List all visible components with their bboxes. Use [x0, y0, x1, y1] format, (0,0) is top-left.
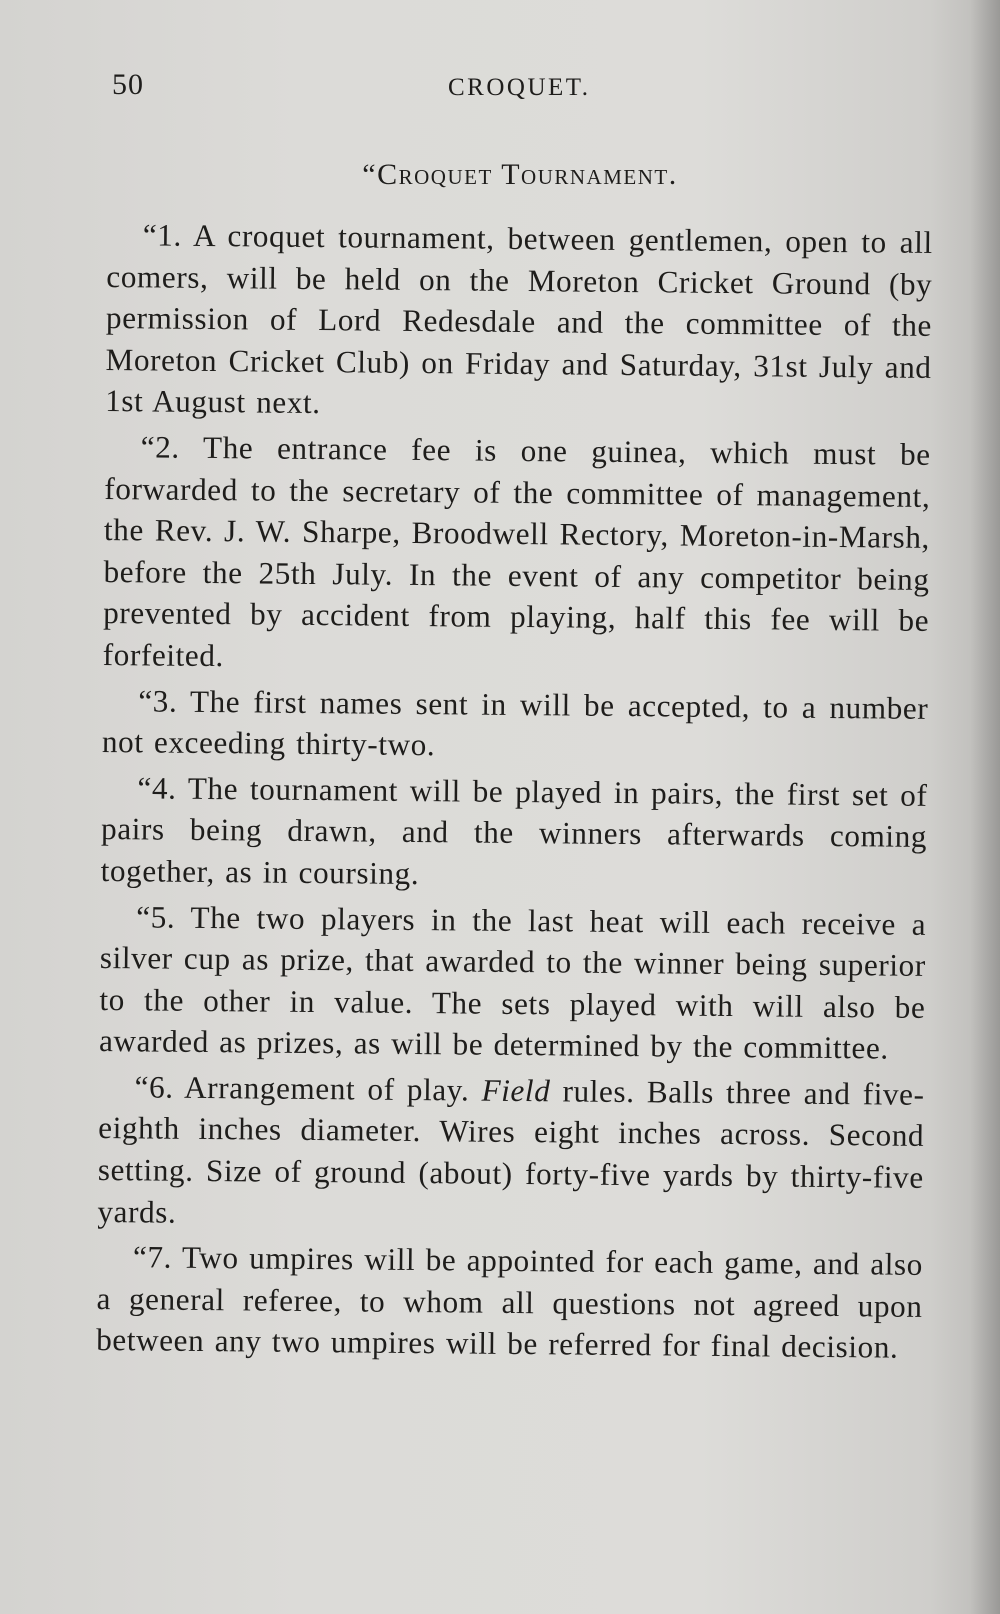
- rule-paragraph-7: “7. Two umpires will be appointed for each game, and also a general referee, to whom all questions not agreed upon between any two umpires will be referred for final decision.: [96, 1239, 924, 1366]
- running-title: CROQUET.: [448, 74, 591, 101]
- page-number: 50: [112, 68, 144, 101]
- running-head: [112, 68, 912, 108]
- rule-6-italic-word: Field: [481, 1072, 551, 1109]
- rule-6-text-start: “6. Arrangement of play.: [134, 1069, 482, 1108]
- rule-paragraph-4: “4. The tournament will be played in pairs, the first set of pairs being drawn, and the winners afterwards coming together, as in coursing.: [100, 770, 928, 891]
- body-text: [96, 214, 933, 1369]
- rule-paragraph-6: [97, 1066, 925, 1240]
- rule-paragraph-5: “5. The two players in the last heat will each receive a silver cup as prize, that awarded to the winner being superior to the other in value. The sets played with will also be awarded as prizes, as will be determined by the committee.: [98, 898, 927, 1066]
- page-edge-shadow: [970, 0, 1000, 1614]
- section-heading: “Croquet Tournament.: [362, 158, 678, 191]
- rule-6-text-end: rules. Balls three and five-eighth inches diameter. Wires eight inches across. Second setting. Size of ground (about) forty-five yards by thirty-five yards.: [97, 1073, 925, 1230]
- rule-paragraph-3: “3. The first names sent in will be accepted, to a number not exceeding thirty-two.: [101, 682, 929, 763]
- rule-paragraph-1: “1. A croquet tournament, between gentlemen, open to all comers, will be held on the Moreton Cricket Ground (by permission of Lord Redesdale and the committee of the Moreton Cricket Club) on Friday and Saturday, 31st July and 1st August next.: [105, 217, 933, 421]
- rule-paragraph-2: “2. The entrance fee is one guinea, which must be forwarded to the secretary of the committee of management, the Rev. J. W. Sharpe, Broodwell Rectory, Moreton-in-Marsh, before the 25th July. In the event of any competitor being prevented by accident from playing, half this fee will be forfeited.: [102, 429, 931, 674]
